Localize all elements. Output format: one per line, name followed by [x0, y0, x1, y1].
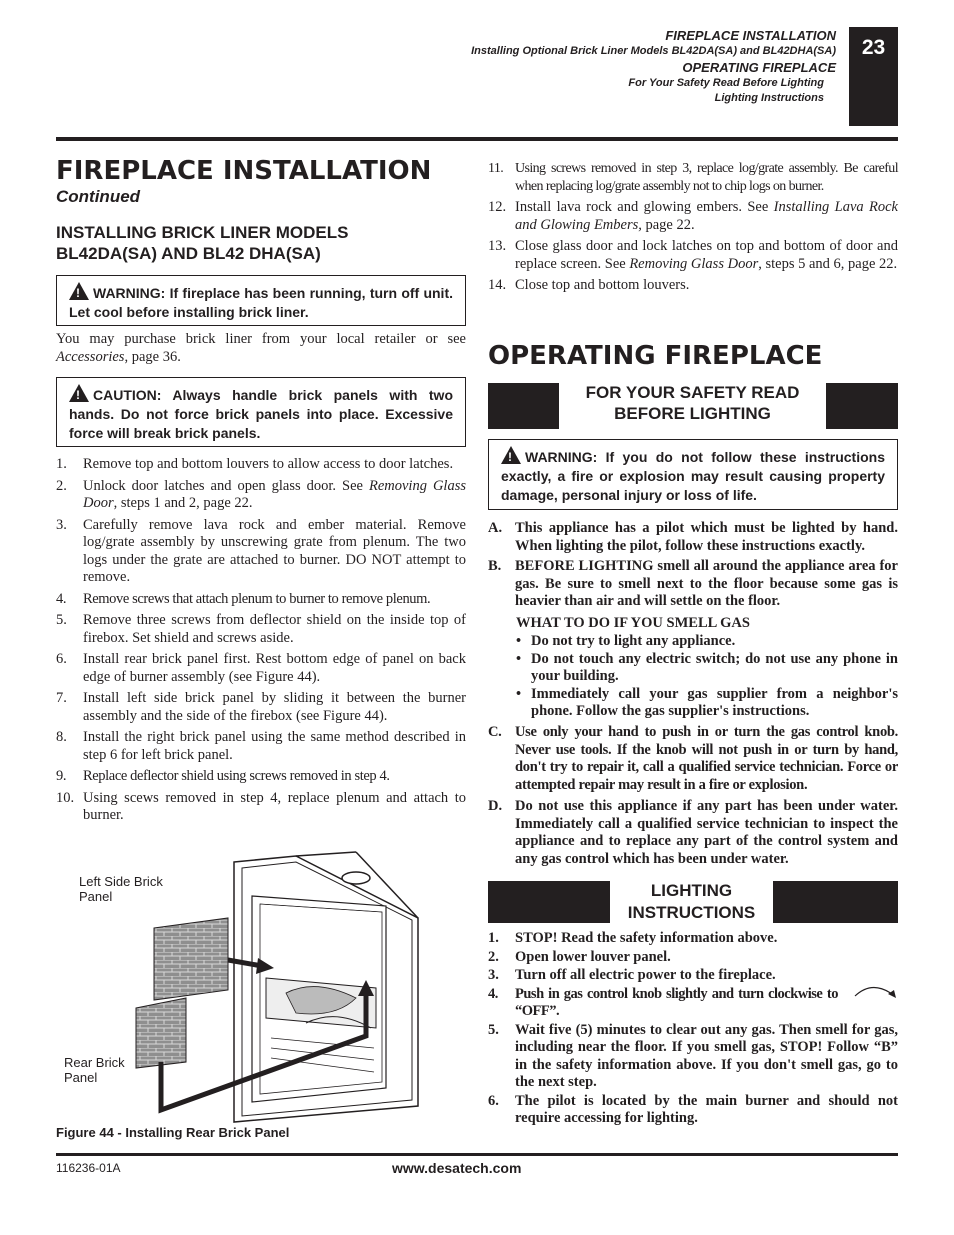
step-text: Remove three screws from deflector shield on the inside top of firebox. Set shield and screws aside.	[83, 612, 466, 646]
step-number: 8.	[56, 729, 67, 745]
header-line-2: Installing Optional Brick Liner Models BL42DA(SA) and BL42DHA(SA)	[471, 45, 836, 57]
website-link[interactable]: www.desatech.com	[392, 1160, 522, 1176]
list-item	[488, 520, 898, 555]
item-letter: B.	[488, 558, 502, 574]
warning-text: WARNING: If you do not follow these instructions exactly, a fire or explosion may result causing property damage, personal injury or loss of life.	[501, 449, 885, 503]
bullet-icon: •	[516, 633, 522, 649]
section-title: FIREPLACE INSTALLATION	[56, 156, 432, 186]
step-text: Turn off all electric power to the fireplace.	[515, 967, 776, 983]
list-item	[488, 967, 898, 985]
step-number: 14.	[488, 277, 507, 293]
step-number: 3.	[56, 516, 67, 533]
step-text: Using screws removed in step 3, replace log/grate assembly. Be careful when replacing log/grate assembly not to chip logs on burner.	[515, 161, 898, 194]
continued-label: Continued	[56, 187, 141, 206]
safety-bar-right	[826, 383, 898, 429]
list-item	[488, 238, 898, 273]
item-letter: A.	[488, 520, 503, 536]
list-item	[56, 591, 466, 609]
list-item	[488, 986, 898, 1021]
step-number: 4.	[488, 985, 498, 1002]
subsection-title-line-1: INSTALLING BRICK LINER MODELS	[56, 223, 349, 242]
step-number: 11.	[488, 161, 504, 176]
running-header	[471, 27, 836, 106]
step-number: 7.	[56, 690, 67, 706]
step-text: STOP! Read the safety information above.	[515, 930, 778, 946]
step-text: The pilot is located by the main burner and should not require accessing for lighting.	[515, 1092, 898, 1126]
header-line-5: Lighting Instructions	[714, 92, 824, 104]
lighting-steps-list	[488, 930, 898, 1129]
warning-box-explosion	[488, 439, 898, 510]
step-text: Install left side brick panel by sliding it between the burner assembly and the side of the firebox (see Figure 44).	[83, 690, 466, 724]
safety-bar-left	[488, 383, 559, 429]
step-text: Using scews removed in step 4, replace plenum and attach to burner.	[83, 789, 466, 823]
step-number: 1.	[488, 930, 499, 946]
header-line-3: OPERATING FIREPLACE	[682, 60, 836, 75]
list-item	[516, 633, 898, 651]
step-number: 12.	[488, 199, 507, 215]
list-item	[488, 199, 898, 234]
step-text: Close top and bottom louvers.	[515, 277, 690, 293]
top-rule	[56, 137, 898, 141]
figure-44	[56, 848, 466, 1148]
step-number: 5.	[488, 1021, 499, 1038]
step-reference: Removing Glass Door	[629, 255, 759, 272]
list-item	[56, 478, 466, 513]
step-text: Install rear brick panel first. Rest bottom edge of panel on back edge of burner assembly (see Figure 44).	[83, 651, 466, 685]
warning-text: WARNING: If fireplace has been running, turn off unit. Let cool before installing brick liner.	[69, 285, 453, 320]
list-item	[56, 517, 466, 587]
list-item	[516, 651, 898, 686]
step-number: 10.	[56, 789, 75, 806]
smell-gas-bullets	[516, 633, 898, 721]
label-left-side-brick-panel: Left Side Brick Panel	[79, 874, 163, 904]
list-item	[56, 690, 466, 725]
item-text: Do not use this appliance if any part has been under water. Immediately call a qualified service technician to inspect the appliance and to replace any part of the control system and any gas control which has been under water.	[515, 798, 898, 867]
step-text: Carefully remove lava rock and ember material. Remove log/grate assembly by unscrewing grate from plenum. The two logs under the grate are attached to burner. DO NOT attempt to remove.	[83, 516, 466, 585]
item-text: This appliance has a pilot which must be lighted by hand. When lighting the pilot, follow these instructions exactly.	[515, 520, 898, 554]
step-reference: Installing Lava Rock and Glowing Embers,	[515, 199, 898, 233]
step-text: Install the right brick panel using the same method described in step 6 for left brick panel.	[83, 729, 466, 763]
clockwise-arrow-icon	[852, 982, 898, 1002]
intro-link-accessories: Accessories	[56, 348, 125, 365]
list-item	[488, 558, 898, 611]
warning-triangle-icon	[69, 282, 89, 300]
page-number: 23	[849, 27, 898, 126]
list-item	[56, 456, 466, 474]
step-text-end: , steps 5 and 6, page 22.	[758, 255, 898, 272]
document-number: 116236-01A	[56, 1161, 121, 1175]
item-text: Use only your hand to push in or turn the gas control knob. Never use tools. If the knob will not push in or turn by hand, don't try to repair it, call a qualified service technician. Force or attempted repair may result in a fire or explosion.	[515, 724, 898, 793]
list-item	[56, 651, 466, 686]
step-text: Push in gas control knob slightly and turn clockwise to “OFF”.	[515, 985, 838, 1019]
subsection-title	[56, 222, 348, 264]
item-text: BEFORE LIGHTING smell all around the appliance area for gas. Be sure to smell next to the floor because some gas is heavier than air and will settle on the floor.	[515, 558, 898, 609]
bullet-icon: •	[516, 685, 522, 702]
intro-text-end: , page 36.	[124, 348, 181, 365]
step-text: Remove top and bottom louvers to allow access to door latches.	[83, 456, 454, 472]
step-text: Install lava rock and glowing embers. See	[515, 199, 774, 215]
step-text: Unlock door latches and open glass door. See	[83, 477, 369, 494]
step-number: 6.	[56, 651, 67, 667]
list-item	[488, 724, 898, 794]
safety-heading: FOR YOUR SAFETY READ BEFORE LIGHTING	[585, 383, 800, 423]
lighting-heading: LIGHTING INSTRUCTIONS	[627, 881, 756, 922]
bullet-text: Immediately call your gas supplier from a neighbor's phone. Follow the gas supplier's instructions.	[531, 685, 898, 719]
step-reference: Removing Glass Door	[83, 477, 466, 511]
item-letter: D.	[488, 798, 503, 814]
warning-box-cool-unit	[56, 275, 466, 326]
list-item	[56, 612, 466, 647]
list-item	[488, 1093, 898, 1128]
item-letter: C.	[488, 724, 502, 740]
list-item	[56, 768, 466, 786]
step-text: Wait five (5) minutes to clear out any gas. Then smell for gas, including near the floor. If you smell gas, STOP! Follow “B” in the safety information above. If you don't smell gas, go to the next step.	[515, 1021, 898, 1090]
warning-triangle-icon	[501, 446, 521, 464]
list-item	[488, 277, 898, 295]
step-text: Remove screws that attach plenum to burner to remove plenum.	[83, 590, 431, 607]
step-text: Open lower louver panel.	[515, 948, 671, 965]
step-number: 9.	[56, 768, 67, 784]
safety-items-list	[488, 520, 898, 614]
step-number: 6.	[488, 1092, 499, 1109]
list-item	[488, 160, 898, 195]
step-text: Replace deflector shield using screws removed in step 4.	[83, 768, 390, 784]
left-side-brick-panel	[154, 918, 228, 1000]
fireplace-unit	[234, 852, 418, 1122]
header-line-1: FIREPLACE INSTALLATION	[665, 28, 836, 43]
step-number: 2.	[488, 948, 499, 965]
lighting-bar-left	[488, 881, 610, 923]
operating-title: OPERATING FIREPLACE	[488, 341, 823, 371]
bottom-rule	[56, 1153, 898, 1156]
list-item	[56, 729, 466, 764]
step-text: Close glass door and lock latches on top and bottom of door and replace screen. See	[515, 238, 898, 272]
bullet-text: Do not try to light any appliance.	[531, 633, 736, 649]
step-text-end: , steps 1 and 2, page 22.	[113, 495, 253, 511]
install-steps-continued	[488, 160, 898, 299]
bullet-icon: •	[516, 650, 522, 667]
bullet-text: Do not touch any electric switch; do not use any phone in your building.	[531, 650, 898, 684]
step-number: 3.	[488, 967, 499, 983]
safety-items-list-2	[488, 724, 898, 872]
figure-caption: Figure 44 - Installing Rear Brick Panel	[56, 1125, 290, 1140]
intro-paragraph	[56, 331, 466, 366]
install-steps-list	[56, 456, 466, 829]
caution-text: CAUTION: Always handle brick panels with two hands. Do not force brick panels into place. Excessive force will break brick panels.	[69, 387, 453, 441]
step-number: 4.	[56, 590, 67, 607]
list-item	[488, 930, 898, 948]
step-text-end: page 22.	[641, 216, 695, 233]
caution-box	[56, 377, 466, 447]
smell-gas-heading: WHAT TO DO IF YOU SMELL GAS	[516, 615, 750, 631]
subsection-title-line-2: BL42DA(SA) AND BL42 DHA(SA)	[56, 244, 321, 263]
list-item	[488, 949, 898, 967]
step-number: 13.	[488, 238, 507, 254]
step-number: 5.	[56, 612, 67, 628]
label-rear-brick-panel: Rear Brick Panel	[64, 1055, 125, 1085]
list-item	[488, 798, 898, 868]
list-item	[488, 1022, 898, 1092]
step-number: 2.	[56, 477, 67, 494]
intro-text: You may purchase brick liner from your local retailer or see	[56, 331, 466, 347]
list-item	[516, 686, 898, 721]
step-number: 1.	[56, 456, 67, 472]
caution-triangle-icon	[69, 384, 89, 402]
header-line-4: For Your Safety Read Before Lighting	[628, 77, 824, 89]
lighting-bar-right	[773, 881, 898, 923]
list-item	[56, 790, 466, 825]
